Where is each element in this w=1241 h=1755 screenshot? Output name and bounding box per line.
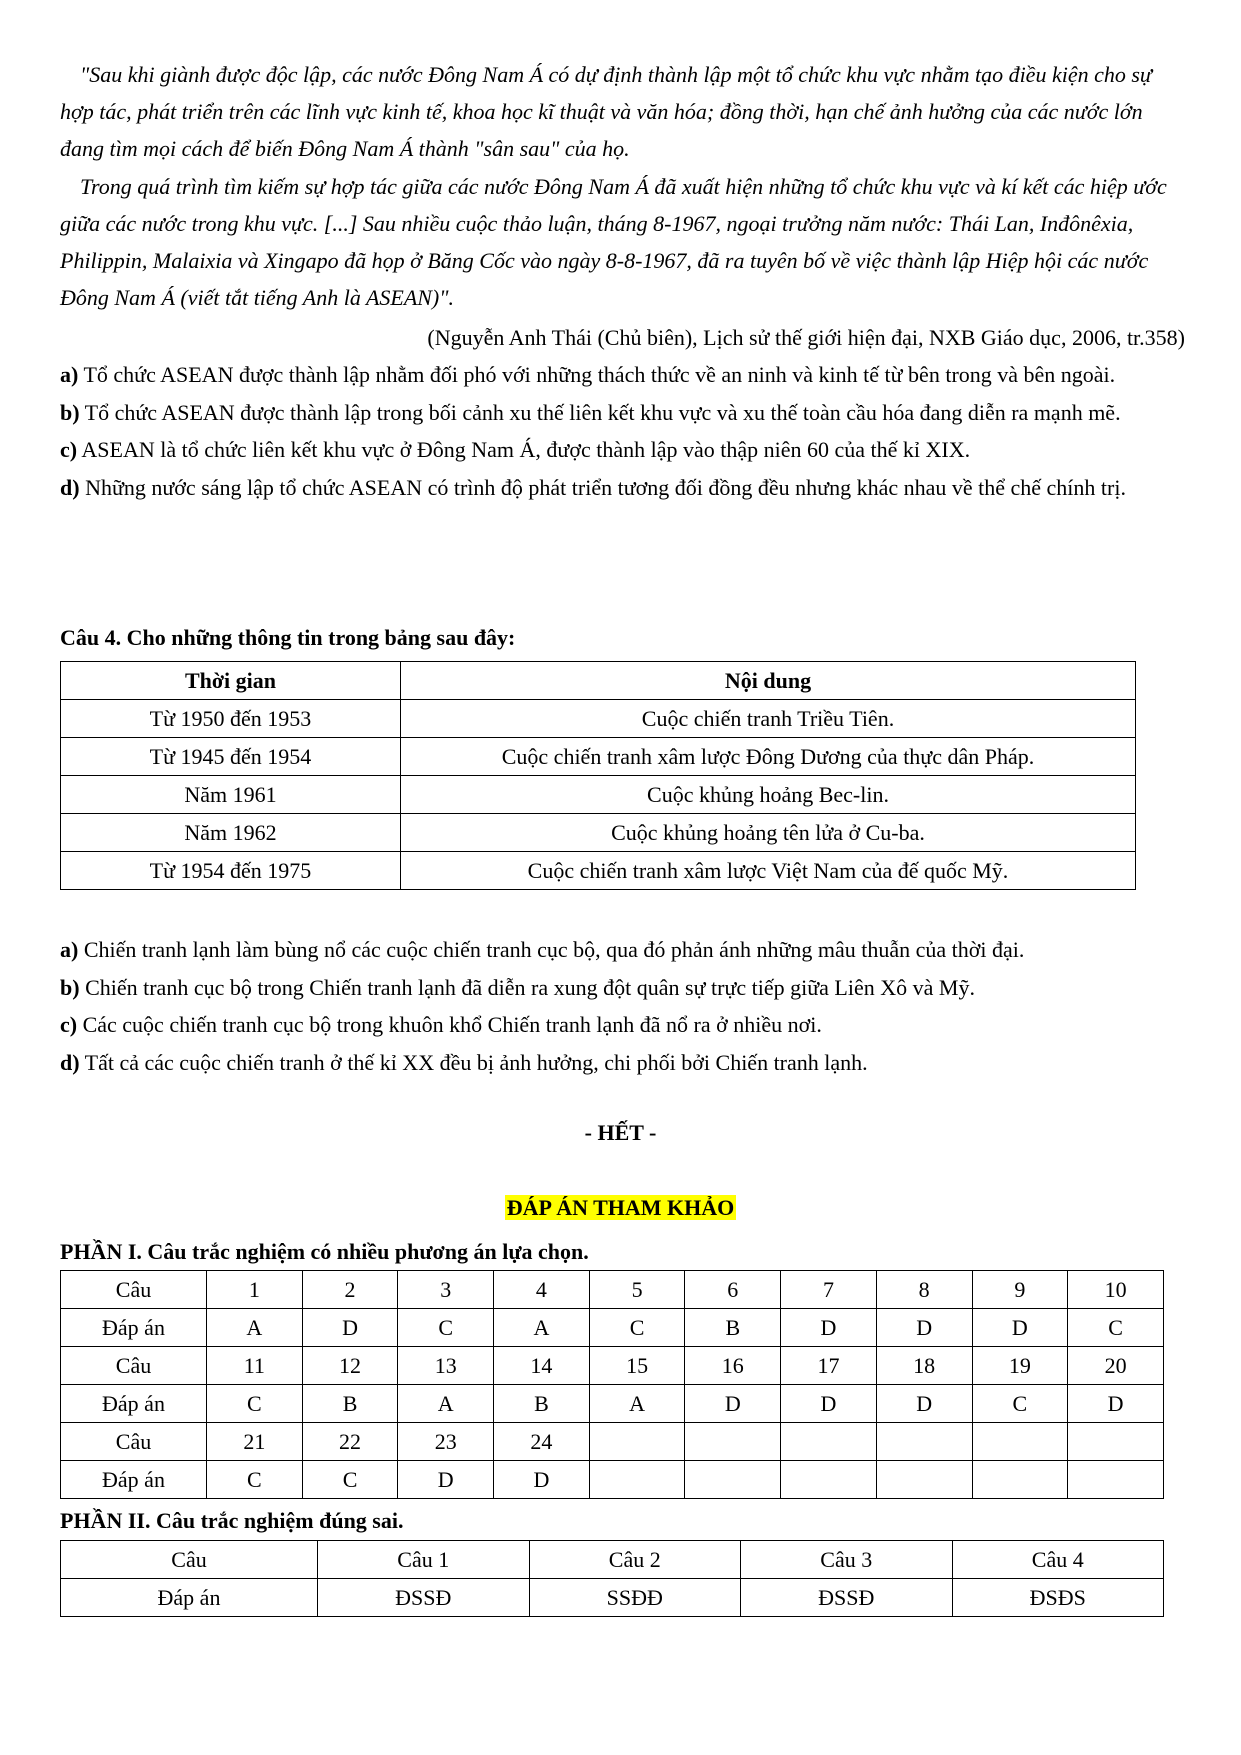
part-2-heading: PHẦN II. Câu trắc nghiệm đúng sai.	[60, 1508, 404, 1533]
table-cell: Năm 1962	[61, 814, 401, 852]
table-cell: C	[398, 1309, 494, 1347]
table-cell: D	[876, 1385, 972, 1423]
table-cell	[685, 1461, 781, 1499]
table-cell: 9	[972, 1271, 1068, 1309]
table-cell: Từ 1954 đến 1975	[61, 852, 401, 890]
statement-text: Tổ chức ASEAN được thành lập trong bối cảnh xu thế liên kết khu vực và xu thế toàn cầu hóa đang diễn ra mạnh mẽ.	[84, 399, 1121, 425]
table-row	[61, 1385, 1164, 1423]
table-cell	[876, 1423, 972, 1461]
statement-c	[60, 1006, 1185, 1044]
table-cell	[1068, 1461, 1164, 1499]
table-cell	[876, 1461, 972, 1499]
table-cell: Đáp án	[61, 1309, 207, 1347]
table-cell: C	[972, 1385, 1068, 1423]
statement-text: Các cuộc chiến tranh cục bộ trong khuôn khổ Chiến tranh lạnh đã nổ ra ở nhiều nơi.	[82, 1012, 822, 1037]
table-cell: B	[494, 1385, 590, 1423]
table-cell: Đáp án	[61, 1461, 207, 1499]
table-cell: Cuộc khủng hoảng Bec-lin.	[401, 776, 1136, 814]
part-1-answer-table	[60, 1270, 1164, 1499]
table-cell: Câu 1	[318, 1541, 530, 1579]
table-cell	[685, 1423, 781, 1461]
statement-b	[60, 969, 1185, 1007]
statement-label: b)	[60, 399, 80, 425]
table-cell: Từ 1950 đến 1953	[61, 700, 401, 738]
quote-paragraph-1: "Sau khi giành được độc lập, các nước Đông Nam Á có dự định thành lập một tổ chức khu vực nhằm tạo điều kiện cho sự hợp tác, phát triển trên các lĩnh vực kinh tế, khoa học kĩ thuật và văn hóa; đồng thời, hạn chế ảnh hưởng của các nước lớn đang tìm mọi cách để biến Đông Nam Á thành "sân sau" của họ.	[60, 62, 1152, 162]
statement-label: c)	[60, 437, 78, 462]
table-cell: 21	[207, 1423, 303, 1461]
table-cell: 22	[302, 1423, 398, 1461]
table-cell: D	[494, 1461, 590, 1499]
table-row	[61, 814, 1136, 852]
table-cell: 7	[781, 1271, 877, 1309]
table-cell: 12	[302, 1347, 398, 1385]
table-header-row	[61, 662, 1136, 700]
statement-text: Chiến tranh cục bộ trong Chiến tranh lạnh đã diễn ra xung đột quân sự trực tiếp giữa Liên Xô và Mỹ.	[85, 974, 975, 1000]
statement-a	[60, 356, 1185, 394]
table-cell: 24	[494, 1423, 590, 1461]
table-cell: Câu	[61, 1423, 207, 1461]
table-cell: 19	[972, 1347, 1068, 1385]
part-1-heading: PHẦN I. Câu trắc nghiệm có nhiều phương án lựa chọn.	[60, 1239, 589, 1264]
statement-a	[60, 931, 1185, 969]
statement-label: a)	[60, 362, 79, 387]
table-cell	[781, 1423, 877, 1461]
events-table	[60, 661, 1136, 890]
table-cell: 16	[685, 1347, 781, 1385]
statement-text: Tổ chức ASEAN được thành lập nhằm đối phó với những thách thức về an ninh và kinh tế từ bên trong và bên ngoài.	[83, 362, 1116, 387]
statement-label: a)	[60, 937, 79, 962]
table-cell: D	[876, 1309, 972, 1347]
table-row	[61, 1309, 1164, 1347]
statement-text: ASEAN là tổ chức liên kết khu vực ở Đông Nam Á, được thành lập vào thập niên 60 của thế kỉ XIX.	[81, 437, 971, 462]
source-quote	[60, 56, 1185, 316]
table-cell: Cuộc chiến tranh xâm lược Đông Dương của thực dân Pháp.	[401, 738, 1136, 776]
column-header: Thời gian	[61, 662, 401, 700]
table-cell: ĐSĐS	[952, 1579, 1164, 1617]
statement-label: b)	[60, 974, 80, 1000]
table-cell: 3	[398, 1271, 494, 1309]
answer-key-title	[0, 1195, 1241, 1221]
table-cell: Cuộc khủng hoảng tên lửa ở Cu-ba.	[401, 814, 1136, 852]
question-3-statements	[60, 356, 1185, 506]
question-4-statements	[60, 931, 1185, 1081]
table-cell: D	[398, 1461, 494, 1499]
statement-d	[60, 1044, 1185, 1082]
table-cell: ĐSSĐ	[318, 1579, 530, 1617]
table-cell: 13	[398, 1347, 494, 1385]
table-row	[61, 700, 1136, 738]
table-cell: 17	[781, 1347, 877, 1385]
table-row	[61, 852, 1136, 890]
table-cell: Cuộc chiến tranh Triều Tiên.	[401, 700, 1136, 738]
table-cell	[589, 1423, 685, 1461]
table-cell: C	[1068, 1309, 1164, 1347]
table-cell: A	[207, 1309, 303, 1347]
statement-label: d)	[60, 1049, 80, 1075]
table-cell: Câu	[61, 1347, 207, 1385]
table-cell: Từ 1945 đến 1954	[61, 738, 401, 776]
table-cell: Câu 4	[952, 1541, 1164, 1579]
table-row	[61, 1541, 1164, 1579]
statement-text: Những nước sáng lập tổ chức ASEAN có trình độ phát triển tương đối đồng đều nhưng khác nhau về thể chế chính trị.	[85, 474, 1126, 500]
table-cell: Câu 3	[741, 1541, 953, 1579]
table-cell: 4	[494, 1271, 590, 1309]
question-4-heading: Câu 4. Cho những thông tin trong bảng sau đây:	[60, 625, 516, 650]
table-cell: C	[589, 1309, 685, 1347]
table-cell: 15	[589, 1347, 685, 1385]
table-cell: 1	[207, 1271, 303, 1309]
table-cell: SSĐĐ	[529, 1579, 741, 1617]
table-cell: D	[1068, 1385, 1164, 1423]
table-cell: D	[302, 1309, 398, 1347]
table-cell: A	[494, 1309, 590, 1347]
table-cell: B	[685, 1309, 781, 1347]
statement-d	[60, 469, 1185, 507]
statement-c	[60, 431, 1185, 469]
table-cell	[972, 1423, 1068, 1461]
table-cell: A	[589, 1385, 685, 1423]
table-cell: Đáp án	[61, 1579, 318, 1617]
statement-label: d)	[60, 474, 80, 500]
table-row	[61, 738, 1136, 776]
table-cell	[781, 1461, 877, 1499]
table-cell	[1068, 1423, 1164, 1461]
answer-key-title-text: ĐÁP ÁN THAM KHẢO	[506, 1195, 735, 1220]
table-cell: A	[398, 1385, 494, 1423]
table-cell: 2	[302, 1271, 398, 1309]
table-cell: D	[781, 1309, 877, 1347]
table-cell: 10	[1068, 1271, 1164, 1309]
table-cell: 6	[685, 1271, 781, 1309]
table-cell: Cuộc chiến tranh xâm lược Việt Nam của đế quốc Mỹ.	[401, 852, 1136, 890]
table-cell: C	[302, 1461, 398, 1499]
table-cell: 14	[494, 1347, 590, 1385]
table-cell: Năm 1961	[61, 776, 401, 814]
table-row	[61, 776, 1136, 814]
table-cell: Câu	[61, 1541, 318, 1579]
table-cell	[589, 1461, 685, 1499]
table-cell: D	[972, 1309, 1068, 1347]
table-cell: Câu	[61, 1271, 207, 1309]
table-cell	[972, 1461, 1068, 1499]
table-cell: 11	[207, 1347, 303, 1385]
table-cell: ĐSSĐ	[741, 1579, 953, 1617]
statement-b	[60, 394, 1185, 432]
table-row	[61, 1423, 1164, 1461]
table-row	[61, 1579, 1164, 1617]
table-cell: 8	[876, 1271, 972, 1309]
quote-paragraph-2: Trong quá trình tìm kiếm sự hợp tác giữa các nước Đông Nam Á đã xuất hiện những tổ chức khu vực và kí kết các hiệp ước giữa các nước trong khu vực. [...] Sau nhiều cuộc thảo luận, tháng 8-1967, ngoại trưởng năm nước: Thái Lan, Inđônêxia, Philippin, Malaixia và Xingapo đã họp ở Băng Cốc vào ngày 8-8-1967, đã ra tuyên bố về việc thành lập Hiệp hội các nước Đông Nam Á (viết tắt tiếng Anh là ASEAN)".	[60, 173, 1167, 311]
table-cell: B	[302, 1385, 398, 1423]
table-cell: 23	[398, 1423, 494, 1461]
statement-text: Tất cả các cuộc chiến tranh ở thế kỉ XX đều bị ảnh hưởng, chi phối bởi Chiến tranh lạnh.	[84, 1049, 868, 1075]
table-cell: D	[781, 1385, 877, 1423]
table-cell: 18	[876, 1347, 972, 1385]
part-2-answer-table	[60, 1540, 1164, 1617]
statement-text: Chiến tranh lạnh làm bùng nổ các cuộc chiến tranh cục bộ, qua đó phản ánh những mâu thuẫn của thời đại.	[83, 937, 1025, 962]
end-marker: - HẾT -	[584, 1120, 657, 1145]
table-row	[61, 1271, 1164, 1309]
table-cell: C	[207, 1385, 303, 1423]
table-row	[61, 1461, 1164, 1499]
table-cell: 5	[589, 1271, 685, 1309]
table-cell: 20	[1068, 1347, 1164, 1385]
table-cell: D	[685, 1385, 781, 1423]
statement-label: c)	[60, 1012, 78, 1037]
quote-citation: (Nguyễn Anh Thái (Chủ biên), Lịch sử thế giới hiện đại, NXB Giáo dục, 2006, tr.358)	[427, 325, 1185, 350]
table-cell: C	[207, 1461, 303, 1499]
column-header: Nội dung	[401, 662, 1136, 700]
table-row	[61, 1347, 1164, 1385]
table-cell: Đáp án	[61, 1385, 207, 1423]
table-cell: Câu 2	[529, 1541, 741, 1579]
